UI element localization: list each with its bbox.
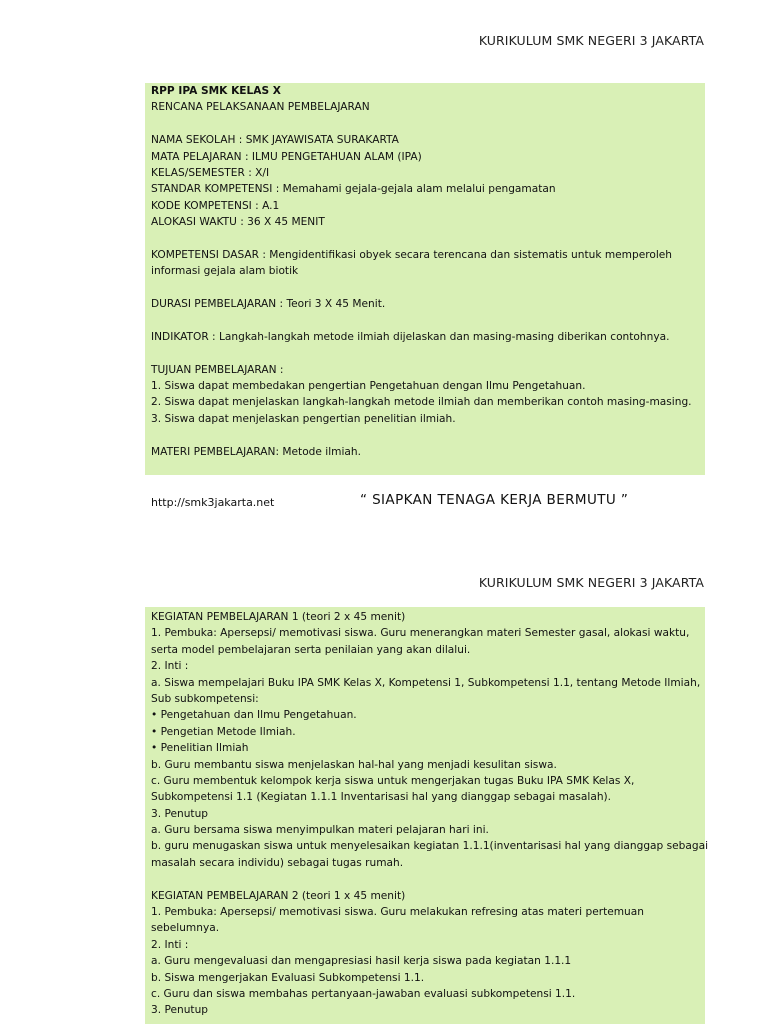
kegiatan-line: 3. Penutup [151, 1004, 209, 1017]
kompetensi-dasar: KOMPETENSI DASAR : Mengidentifikasi obyek secara terencana dan sistematis untuk memperoleh [151, 248, 673, 261]
kegiatan-line: Sub subkompetensi: [151, 692, 259, 705]
kegiatan-line: c. Guru dan siswa membahas pertanyaan-jawaban evaluasi subkompetensi 1.1. [151, 987, 576, 1000]
kegiatan-line: serta model pembelajaran serta penilaian yang akan dilalui. [151, 643, 471, 656]
standar-kompetensi: STANDAR KOMPETENSI : Memahami gejala-gejala alam melalui pengamatan [151, 183, 556, 196]
kelas-semester: KELAS/SEMESTER : X/I [151, 166, 270, 179]
document-title: RPP IPA SMK KELAS X [151, 85, 281, 97]
indikator: INDIKATOR : Langkah-langkah metode ilmiah dijelaskan dan masing-masing diberikan contohnya. [151, 330, 670, 343]
nama-sekolah: NAMA SEKOLAH : SMK JAYAWISATA SURAKARTA [151, 134, 399, 147]
kegiatan-line: masalah secara individu) sebagai tugas rumah. [151, 856, 404, 869]
tujuan-heading: TUJUAN PEMBELAJARAN : [151, 363, 284, 376]
kegiatan-line: c. Guru membentuk kelompok kerja siswa untuk mengerjakan tugas Buku IPA SMK Kelas X, [151, 774, 635, 787]
tujuan-item-3: 3. Siswa dapat menjelaskan pengertian penelitian ilmiah. [151, 412, 456, 425]
tujuan-item-1: 1. Siswa dapat membedakan pengertian Pengetahuan dengan Ilmu Pengetahuan. [151, 380, 586, 393]
rpp-info-box [145, 83, 705, 475]
kegiatan-line: KEGIATAN PEMBELAJARAN 1 (teori 2 x 45 menit) [151, 611, 406, 623]
kegiatan-box [145, 607, 709, 1024]
kompetensi-dasar-cont: informasi gejala alam biotik [151, 265, 299, 278]
kegiatan-line: 3. Penutup [151, 807, 209, 820]
kegiatan-line: 1. Pembuka: Apersepsi/ memotivasi siswa. Guru melakukan refresing atas materi pertemuan [151, 906, 644, 919]
document-subtitle: RENCANA PELAKSANAAN PEMBELAJARAN [151, 101, 370, 114]
durasi-pembelajaran: DURASI PEMBELAJARAN : Teori 3 X 45 Menit. [151, 298, 386, 311]
kegiatan-line: KEGIATAN PEMBELAJARAN 2 (teori 1 x 45 menit) [151, 889, 406, 902]
kegiatan-line: • Pengetahuan dan Ilmu Pengetahuan. [151, 709, 357, 722]
mata-pelajaran: MATA PELAJARAN : ILMU PENGETAHUAN ALAM (IPA) [151, 150, 422, 163]
kegiatan-line: Subkompetensi 1.1 (Kegiatan 1.1.1 Inventarisasi hal yang dianggap sebagai masalah). [151, 791, 612, 804]
kegiatan-line: 2. Inti : [151, 938, 189, 951]
page-header-2: KURIKULUM SMK NEGERI 3 JAKARTA [478, 575, 704, 590]
materi-pembelajaran: MATERI PEMBELAJARAN: Metode ilmiah. [151, 445, 362, 458]
kegiatan-line: b. Guru membantu siswa menjelaskan hal-hal yang menjadi kesulitan siswa. [151, 758, 557, 771]
kegiatan-line: • Penelitian Ilmiah [151, 742, 249, 755]
kegiatan-line: a. Guru bersama siswa menyimpulkan materi pelajaran hari ini. [151, 824, 489, 837]
alokasi-waktu: ALOKASI WAKTU : 36 X 45 MENIT [151, 216, 325, 229]
kegiatan-line: b. guru menugaskan siswa untuk menyelesaikan kegiatan 1.1.1(inventarisasi hal yang dianggap sebagai [151, 840, 709, 853]
kegiatan-line: sebelumnya. [151, 922, 220, 935]
footer-motto: “ SIAPKAN TENAGA KERJA BERMUTU ” [360, 492, 629, 508]
kegiatan-line: 2. Inti : [151, 660, 189, 673]
kegiatan-line: 1. Pembuka: Apersepsi/ memotivasi siswa. Guru menerangkan materi Semester gasal, alokasi waktu, [151, 627, 690, 640]
kegiatan-line: • Pengetian Metode Ilmiah. [151, 725, 296, 738]
footer-url: http://smk3jakarta.net [151, 496, 275, 509]
kegiatan-line: a. Guru mengevaluasi dan mengapresiasi hasil kerja siswa pada kegiatan 1.1.1 [151, 955, 572, 968]
kegiatan-line: b. Siswa mengerjakan Evaluasi Subkompetensi 1.1. [151, 971, 425, 984]
page-header: KURIKULUM SMK NEGERI 3 JAKARTA [478, 33, 704, 48]
kode-kompetensi: KODE KOMPETENSI : A.1 [151, 199, 280, 212]
kegiatan-line: a. Siswa mempelajari Buku IPA SMK Kelas X, Kompetensi 1, Subkompetensi 1.1, tentang Metode Ilmiah, [151, 676, 701, 689]
tujuan-item-2: 2. Siswa dapat menjelaskan langkah-langkah metode ilmiah dan memberikan contoh masing-masing. [151, 396, 692, 409]
